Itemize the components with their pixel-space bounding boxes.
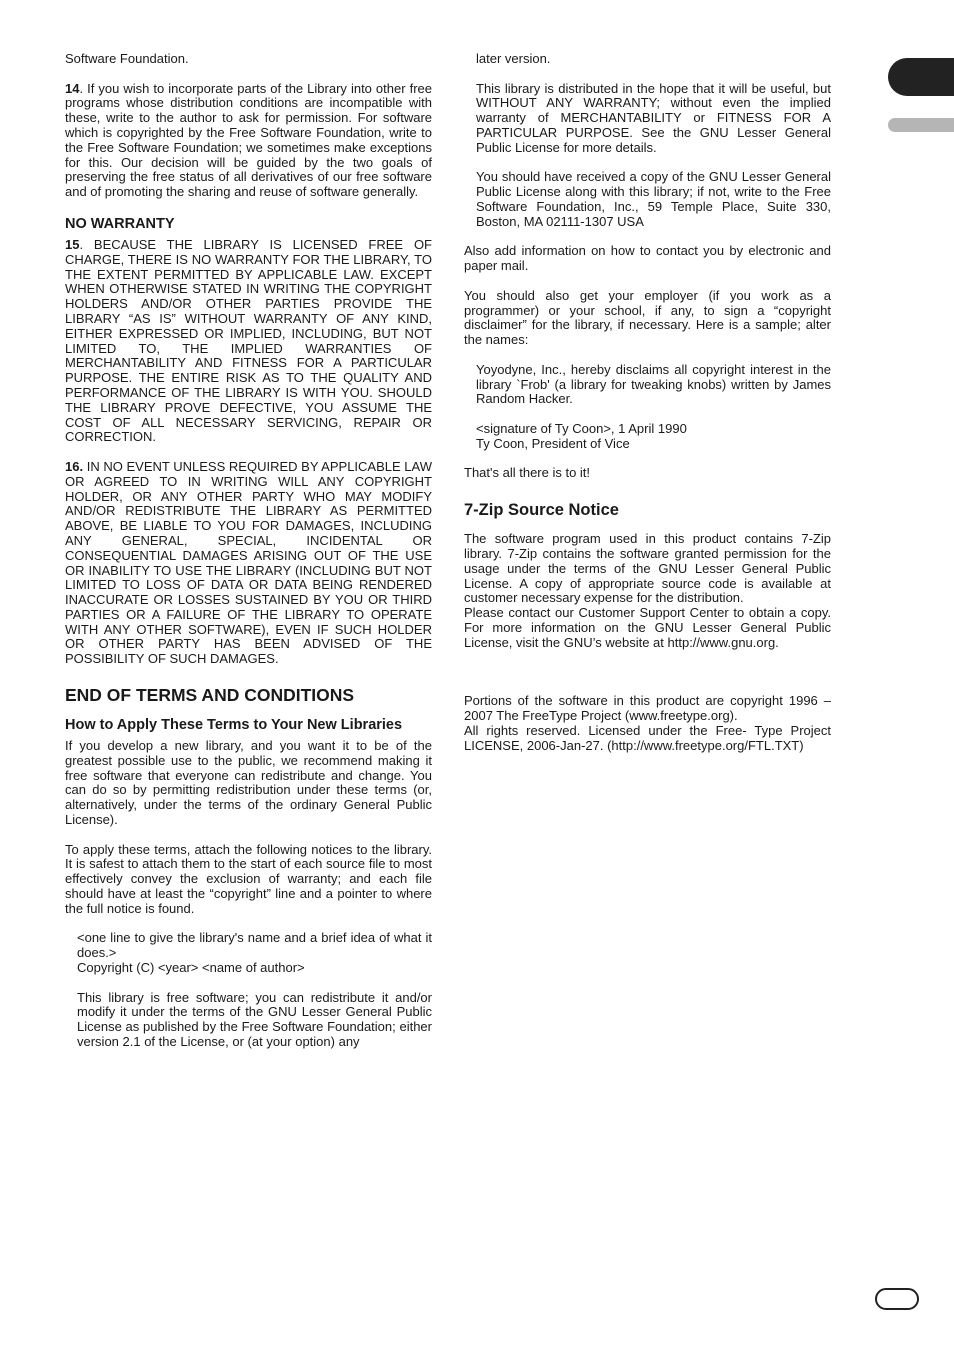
section-14 (65, 82, 432, 200)
section-16-number: 16. (65, 458, 84, 474)
language-tab-light (888, 118, 954, 132)
section-16-text: IN NO EVENT UNLESS REQUIRED BY APPLICABLE LAW OR AGREED TO IN WRITING WILL ANY COPYRIGHT HOLDER, OR ANY OTHER PARTY WHO MAY MODIFY AND/OR REDISTRIBUTE THE LIBRARY AS PERMITTED ABOVE, BE LIABLE TO YOU FOR DAMAGES, INCLUDING ANY GENERAL, SPECIAL, INCIDENTAL OR CONSEQUENTIAL DAMAGES ARISING OUT OF THE USE OR INABILITY TO USE THE LIBRARY (INCLUDING BUT NOT LIMITED TO LOSS OF DATA OR DATA BEING RENDERED INACCURATE OR LOSSES SUSTAINED BY YOU OR THIRD PARTIES OR A FAILURE OF THE LIBRARY TO OPERATE WITH ANY OTHER SOFTWARE), EVEN IF SUCH HOLDER OR OTHER PARTY HAS BEEN ADVISED OF THE POSSIBILITY OF SUCH DAMAGES. (65, 458, 432, 667)
notice-line-2: Copyright (C) <year> <name of author> (77, 960, 305, 976)
section-14-text: . If you wish to incorporate parts of the Library into other free programs whose distribution conditions are incompatible with these, write to the author to ask for permission. For software which is copyrighted by the Free Software Foundation, write to the Free Software Foundation; we sometimes make exceptions for this. Our decision will be guided by the two goals of preserving the free status of all derivatives of our free software and of promoting the sharing and reuse of software generally. (65, 80, 432, 200)
left-column (65, 52, 432, 1050)
no-warranty-heading: NO WARRANTY (65, 215, 175, 232)
section-15-text: . BECAUSE THE LIBRARY IS LICENSED FREE OF CHARGE, THERE IS NO WARRANTY FOR THE LIBRARY, TO THE EXTENT PERMITTED BY APPLICABLE LAW. EXCEPT WHEN OTHERWISE STATED IN WRITING THE COPYRIGHT HOLDERS AND/OR OTHER PARTIES PROVIDE THE LIBRARY “AS IS” WITHOUT WARRANTY OF ANY KIND, EITHER EXPRESSED OR IMPLIED, INCLUDING, BUT NOT LIMITED TO, THE IMPLIED WARRANTIES OF MERCHANTABILITY AND FITNESS FOR A PARTICULAR PURPOSE. THE ENTIRE RISK AS TO THE QUALITY AND PERFORMANCE OF THE LIBRARY IS WITH YOU. SHOULD THE LIBRARY PROVE DEFECTIVE, YOU ASSUME THE COST OF ALL NECESSARY SERVICING, REPAIR OR CORRECTION. (65, 236, 432, 445)
section-16 (65, 460, 432, 667)
7zip-paragraph-1: The software program used in this product contains 7-Zip library. 7-Zip contains the software granted permission for the usage under the terms of the GNU Lesser General Public License. A copy of appropriate source code is available at customer necessary expense for the distribution. (464, 531, 831, 606)
signature-name: Ty Coon, President of Vice (476, 435, 630, 451)
how-to-apply-heading: How to Apply These Terms to Your New Libraries (65, 717, 403, 734)
section-14-number: 14 (65, 80, 80, 96)
warranty-paragraph: This library is distributed in the hope that it will be useful, but WITHOUT ANY WARRANTY; without even the implied warranty of MERCHANTABILITY or FITNESS FOR A PARTICULAR PURPOSE. See the GNU Lesser General Public License for more details. (476, 80, 831, 155)
7zip-paragraph-2: Please contact our Customer Support Center to obtain a copy. For more information on the GNU Lesser General Public License, visit the GNU’s website at http://www.gnu.org. (464, 605, 831, 650)
section-15-number: 15 (65, 236, 80, 252)
notice-paragraph: This library is free software; you can redistribute it and/or modify it under the terms of the GNU Lesser General Public License as published by the Free Software Foundation; either version 2.1 of the License, or (at your option) any (77, 989, 432, 1050)
contact-paragraph: Also add information on how to contact you by electronic and paper mail. (464, 243, 831, 274)
section-15 (65, 238, 432, 445)
yoyodyne-paragraph: Yoyodyne, Inc., hereby disclaims all copyright interest in the library `Frob' (a library for tweaking knobs) written by James Random Hacker. (476, 361, 831, 407)
employer-paragraph: You should also get your employer (if you work as a programmer) or your school, if any, to sign a “copyright disclaimer” for the library, if necessary. Here is a sample; alter the names: (464, 287, 831, 348)
continued-text: later version. (476, 51, 551, 66)
signature-line: <signature of Ty Coon>, 1 April 1990 (476, 420, 687, 436)
copy-received-paragraph: You should have received a copy of the GNU Lesser General Public License along with this library; if not, write to the Free Software Foundation, Inc., 59 Temple Place, Suite 330, Boston, MA 02111-1307 USA (476, 169, 831, 229)
page-language-badge (875, 1288, 919, 1310)
how-to-apply-paragraph-2: To apply these terms, attach the following notices to the library. It is safest to attach them to the start of each source file to most effectively convey the exclusion of warranty; and each file should have at least the “copyright” line and a pointer to where the full notice is found. (65, 841, 432, 916)
how-to-apply-paragraph-1: If you develop a new library, and you want it to be of the greatest possible use to the public, we recommend making it free software that everyone can redistribute and change. You can do so by permitting redistribution under these terms (or, alternatively, under the terms of the ordinary General Public License). (65, 738, 432, 828)
7zip-heading: 7-Zip Source Notice (464, 501, 619, 520)
right-column (464, 52, 831, 754)
notice-line-1: <one line to give the library's name and a brief idea of what it does.> (77, 930, 432, 961)
freetype-paragraph-2: All rights reserved. Licensed under the Free- Type Project LICENSE, 2006-Jan-27. (http://www.freetype.org/FTL.TXT) (464, 723, 831, 753)
thats-all-line: That's all there is to it! (464, 465, 591, 481)
end-of-terms-heading: END OF TERMS AND CONDITIONS (65, 685, 355, 706)
continued-text: Software Foundation. (65, 51, 189, 66)
freetype-paragraph-1: Portions of the software in this product are copyright 1996 – 2007 The FreeType Project (www.freetype.org). (464, 693, 831, 724)
section-tab-dark (888, 58, 954, 96)
